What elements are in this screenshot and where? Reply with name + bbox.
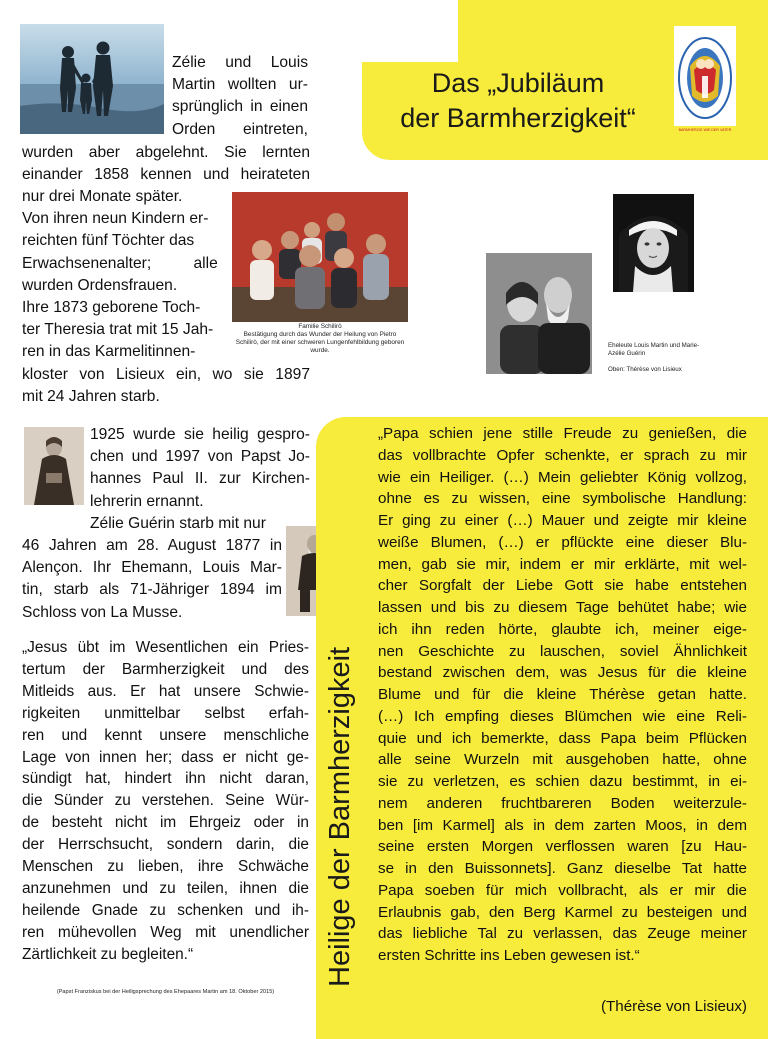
intro-line: sprünglich in einen (172, 98, 308, 116)
family-schiliro-photo (232, 192, 408, 322)
intro-line: nur drei Monate später. (22, 188, 183, 205)
pope-quote-line: sündigt hat, hindert ihn nicht daran, (22, 770, 309, 788)
death-line: Alençon. Ihr Ehemann, Louis Mar- (22, 559, 282, 577)
therese-quote-line: alle seine Wurzeln mit ausgehoben hatte, ohne (378, 751, 747, 769)
pope-quote-line: ren mühevollen Weg mit unendlicher (22, 923, 309, 941)
intro-line: Ihre 1873 geborene Toch- (22, 299, 201, 317)
therese-portrait-image (613, 194, 694, 292)
jubilee-logo-icon (674, 26, 736, 126)
therese-quote-line: das liebliche Tal zu verlassen, das Zeuge meiner (378, 925, 747, 943)
death-line: tin, starb als 71-Jähriger 1894 im (22, 581, 282, 599)
beach-silhouette-image (20, 24, 164, 134)
therese-quote-line: Blume und für die kleine Thérèse getan hatte. (378, 686, 747, 703)
therese-quote-line: nem anderen fruchtbareren Boden weiterzule- (378, 794, 747, 812)
therese-quote-line: Er ging zu einer (…) Mauer und zeigte mir kleine (378, 512, 747, 529)
intro-line: Martin wollten ur- (172, 76, 308, 94)
header-title-line-2: der Barmherzigkeit“ (400, 103, 636, 133)
pope-quote-line: Lage von innen her; dass er nicht ge- (22, 748, 309, 766)
pope-quote-line: rigkeiten unmittelbar selbst erfah- (22, 704, 309, 722)
jubilee-logo (674, 26, 736, 126)
therese-quote-line: men, gab sie mir, indem er mir erklärte, mit wel- (378, 555, 747, 573)
pope-quote-line: „Jesus übt im Wesentlichen ein Pries- (22, 639, 309, 656)
therese-quote-line: bestand zwischen dem, was Jesus für die kleine (378, 664, 747, 682)
beach-family-photo (20, 24, 164, 134)
intro-line: Zélie und Louis (172, 54, 308, 71)
intro-line: Orden eintreten, (172, 120, 308, 138)
zelie-portrait-image (24, 427, 84, 505)
pope-quote-line: Zärtlichkeit zu begleiten.“ (22, 945, 194, 963)
therese-quote-line: weiße Blumen, (…) er pflückte eine dieser Blu- (378, 533, 747, 551)
pope-quote-line: de besteht nicht im Ehrgeiz oder in (22, 814, 309, 832)
intro-line: kloster von Lisieux ein, wo sie 1897 (22, 366, 310, 383)
intro-line: einander 1858 kennen und heirateten (22, 166, 310, 184)
therese-quote-line: seine ersten Morgen verflossen waren [zu Hau- (378, 838, 747, 856)
death-paragraph (22, 535, 282, 624)
pope-quote-line: Menschen zu lieben, ihre Schwäche (22, 858, 309, 876)
canonization-line: hannes Paul II. zur Kirchen- (90, 470, 310, 488)
intro-paragraph-top (172, 52, 308, 141)
death-line: 46 Jahren am 28. August 1877 in (22, 537, 282, 554)
canonization-paragraph (90, 424, 310, 535)
intro-paragraph-end (22, 364, 310, 408)
martin-couple-portrait (486, 253, 592, 374)
intro-line: Von ihren neun Kindern er- (22, 210, 209, 228)
canonization-line: 1925 wurde sie heilig gespro- (90, 426, 310, 443)
canonization-line: chen und 1997 von Papst Jo- (90, 448, 310, 466)
intro-line: ren in das Karmelitinnen- (22, 343, 196, 361)
pope-quote-line: tertum der Barmherzigkeit und des (22, 660, 309, 678)
pope-quote-source: (Papst Franziskus bei der Heiligsprechung des Ehepaares Martin am 18. Oktober 2015) (56, 989, 275, 995)
therese-portrait (613, 194, 694, 292)
therese-quote-line: cher Sorgfalt der Liebe Gott sie habe entstehen (378, 577, 747, 595)
therese-quote-line: Papa soeben für mich vollbracht, als er mir die (378, 881, 747, 899)
therese-quote-line: das vollbrachte Opfer schenkte, er sprach zu mir (378, 446, 747, 464)
intro-line: Erwachsenenalter; alle (22, 254, 218, 272)
pope-quote-line: heilende Gnade zu schenken und ih- (22, 901, 309, 919)
header-title (368, 66, 668, 136)
therese-quote-line: ohne es zu wissen, eine symbolische Handlung: (378, 490, 747, 508)
intro-line: ter Theresia trat mit 15 Jah- (22, 321, 214, 339)
therese-quote-line: ich ihn reden hörte, glaubte ich, meiner eige- (378, 620, 747, 638)
intro-line: wurden Ordensfrauen. (22, 276, 178, 294)
therese-quote-line: sie zu verletzen, es schien dazu bestimmt, in ei- (378, 773, 747, 790)
therese-quote-line: wie ein Heiliger. (…) Mein geliebter König vollzog, (378, 468, 747, 486)
pope-quote-line: anzunehmen und zu teilen, ihnen die (22, 879, 309, 897)
intro-line: wurden aber abgelehnt. Sie lernten (22, 144, 310, 161)
therese-quote-line: nen Geschichte zu lauschen, soviel Ähnlichkeit (378, 642, 747, 660)
pope-quote-line: der Herrschsucht, sondern darin, die (22, 836, 309, 854)
therese-quote-line: „Papa schien jene stille Freude zu genießen, die (378, 425, 747, 442)
pope-quote-line: ren und kennt unsere menschliche (22, 726, 309, 744)
therese-quote-line: quie und ich bemerkte, dass Papa beim Pflücken (378, 729, 747, 747)
couple-portrait-image (486, 253, 592, 374)
therese-quote-line: Erlaubnis gab, den Berg Karmel zu besteigen und (378, 903, 747, 921)
intro-paragraph-mid (22, 186, 232, 364)
family-photo-caption (234, 323, 406, 355)
family-group-image (232, 192, 408, 322)
header-title-line-1: Das „Jubiläum (431, 68, 605, 98)
intro-paragraph-rest (22, 142, 310, 186)
portraits-caption (608, 342, 718, 375)
canonization-line: lehrerin ernannt. (90, 492, 204, 510)
therese-quote-line: ben [im Karmel] als in dem zarten Moos, in dem (378, 816, 747, 834)
therese-quote (378, 423, 747, 967)
intro-line: reichten fünf Töchter das (22, 232, 195, 250)
intro-line: mit 24 Jahren starb. (22, 388, 160, 406)
portraits-caption-therese: Oben: Thérèse von Lisieux (608, 366, 682, 374)
death-line: Schloss von La Musse. (22, 603, 183, 621)
therese-quote-line: lassen und bis zu diesem Tage behütet habe; wie (378, 599, 747, 616)
zelie-portrait (24, 427, 84, 505)
pope-quote-line: Mitleids aus. Er hat unsere Schwie- (22, 682, 309, 700)
family-photo-caption-title: Familie Schilirò (298, 323, 342, 330)
therese-quote-line: (…) Ich empfing dieses Blümchen wie eine Reli- (378, 707, 747, 725)
jubilee-logo-text: BARMHERZIG WIE DER VATER (678, 128, 732, 132)
family-photo-caption-text: Bestätigung durch das Wunder der Heilung von Pietro Schilirò, der mit einer schweren Lungenfehlbildung geboren wurde. (235, 331, 405, 354)
therese-quote-line: ersten Schritte ins Leben gewesen ist.“ (378, 947, 640, 964)
therese-quote-line: se in den Buissonnets]. Ganz dieselbe Tat hatte (378, 860, 747, 877)
therese-quote-attribution: (Thérèse von Lisieux) (600, 998, 747, 1015)
pope-quote (22, 637, 309, 966)
portraits-caption-couple: Eheleute Louis Martin und Marie-Azélie Guérin (608, 342, 700, 358)
vertical-title-text: Heilige der Barmherzigkeit (324, 646, 356, 987)
pope-quote-line: die Sünder zu verstehen. Seine Wür- (22, 792, 309, 810)
canonization-line: Zélie Guérin starb mit nur (90, 514, 266, 532)
